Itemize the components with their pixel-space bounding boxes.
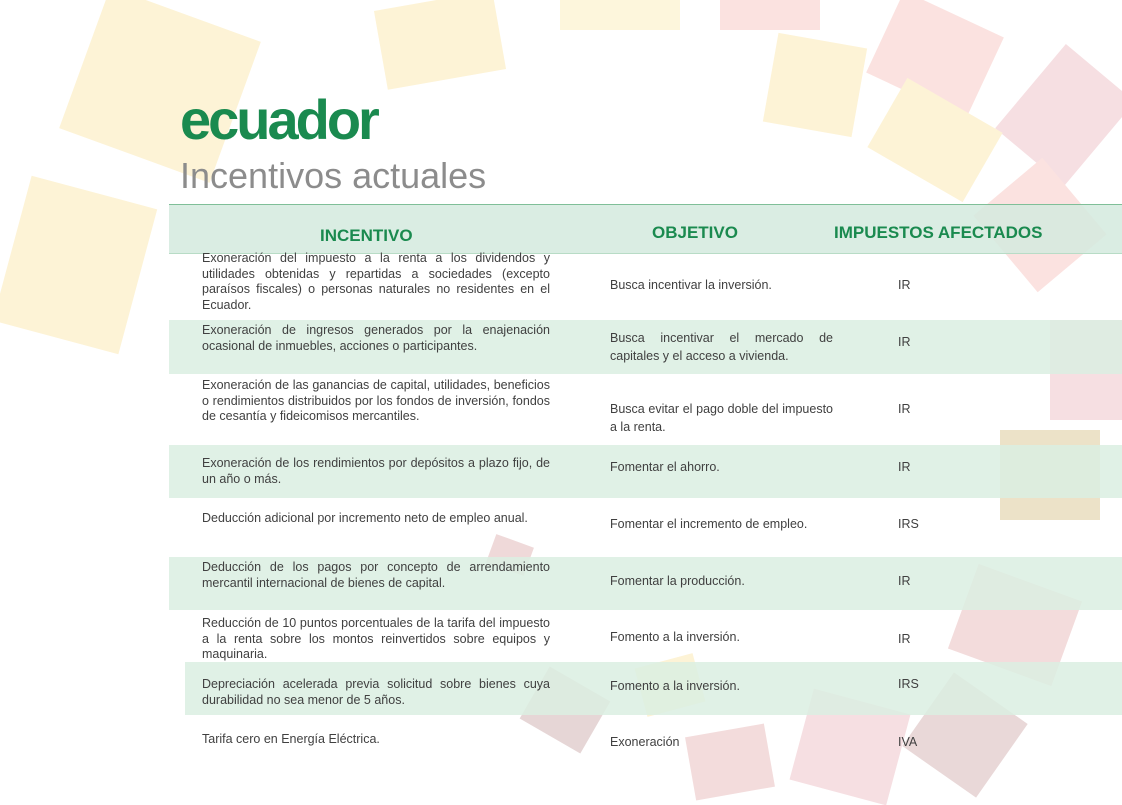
row-impuesto: IR	[898, 278, 911, 292]
bg-square	[560, 0, 680, 30]
bg-square	[374, 0, 506, 90]
row-objetivo: Fomentar la producción.	[610, 574, 745, 588]
row-impuesto: IR	[898, 335, 911, 349]
row-impuesto: IR	[898, 574, 911, 588]
row-objetivo: Fomento a la inversión.	[610, 679, 740, 693]
row-impuesto: IR	[898, 402, 911, 416]
row-incentivo: Reducción de 10 puntos porcentuales de la tarifa del impuesto a la renta sobre los montos reinvertidos sobre equipos y maquinaria.	[202, 616, 550, 661]
row-impuesto: IR	[898, 460, 911, 474]
row-incentivo: Tarifa cero en Energía Eléctrica.	[202, 732, 380, 746]
bg-square	[0, 176, 157, 355]
row-incentivo: Deducción de los pagos por concepto de arrendamiento mercantil internacional de bienes de capital.	[202, 560, 550, 590]
bg-square	[763, 33, 867, 137]
row-objetivo: Fomento a la inversión.	[610, 630, 740, 644]
row-objetivo: Busca evitar el pago doble del impuesto a la renta.	[610, 402, 833, 434]
row-impuesto: IRS	[898, 677, 919, 691]
row-incentivo: Depreciación acelerada previa solicitud sobre bienes cuya durabilidad no sea menor de 5 años.	[202, 677, 550, 707]
header-impuestos: IMPUESTOS AFECTADOS	[834, 223, 1043, 242]
row-objetivo: Busca incentivar la inversión.	[610, 278, 772, 292]
bg-square	[867, 78, 1002, 202]
row-objetivo: Exoneración	[610, 735, 680, 749]
row-incentivo: Exoneración del impuesto a la renta a los dividendos y utilidades obtenidas y repartidas a sociedades (excepto paraísos fiscales) o personas naturales no residentes en el Ecuador.	[202, 251, 550, 312]
row-objetivo: Fomentar el ahorro.	[610, 460, 720, 474]
row-impuesto: IVA	[898, 735, 918, 749]
header-objetivo: OBJETIVO	[652, 223, 738, 242]
row-incentivo: Exoneración de las ganancias de capital, utilidades, beneficios o rendimientos distribuidos por los fondos de inversión, fondos de cesantía y fideicomisos mercantiles.	[202, 378, 550, 423]
bg-square	[720, 0, 820, 30]
row-impuesto: IR	[898, 632, 911, 646]
row-incentivo: Deducción adicional por incremento neto de empleo anual.	[202, 511, 528, 525]
row-incentivo: Exoneración de los rendimientos por depósitos a plazo fijo, de un año o más.	[202, 456, 550, 486]
row-impuesto: IRS	[898, 517, 919, 531]
bg-square	[995, 44, 1122, 186]
row-incentivo: Exoneración de ingresos generados por la enajenación ocasional de inmuebles, acciones o participantes.	[202, 323, 550, 353]
header-incentivo: INCENTIVO	[320, 226, 413, 245]
row-objetivo: Busca incentivar el mercado de capitales y el acceso a vivienda.	[610, 331, 833, 363]
page-subtitle: Incentivos actuales	[180, 155, 487, 196]
brand-logo: ecuador	[180, 88, 377, 151]
row-objetivo: Fomentar el incremento de empleo.	[610, 517, 808, 531]
